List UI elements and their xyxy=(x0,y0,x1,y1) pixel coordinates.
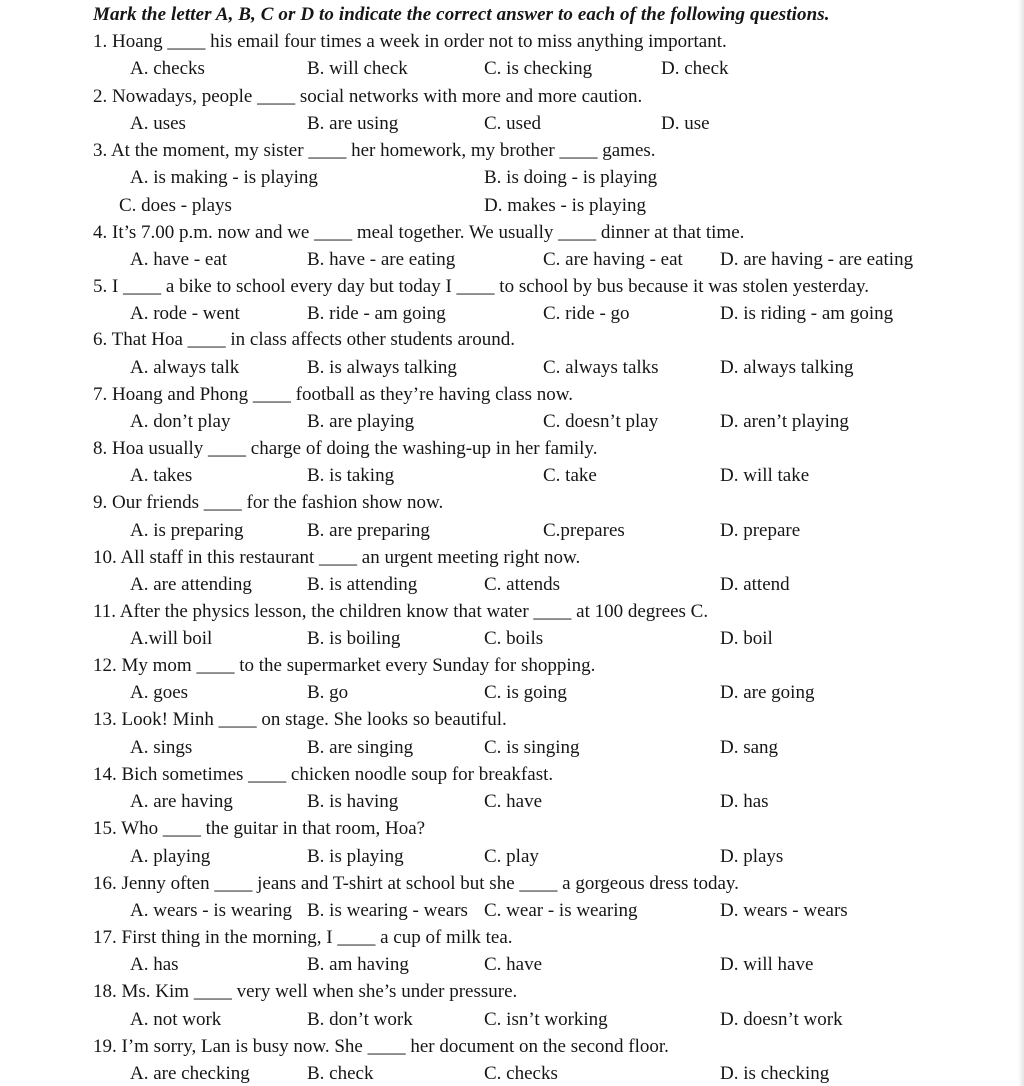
q16-option-d[interactable]: D. wears - wears xyxy=(720,900,848,921)
question-2: 2. Nowadays, people ____ social networks with more and more caution. xyxy=(93,86,643,107)
q18-option-b[interactable]: B. don’t work xyxy=(307,1009,413,1030)
question-12: 12. My mom ____ to the supermarket every Sunday for shopping. xyxy=(93,655,596,676)
q10-option-d[interactable]: D. attend xyxy=(720,574,790,595)
question-15: 15. Who ____ the guitar in that room, Hoa? xyxy=(93,818,426,839)
question-19: 19. I’m sorry, Lan is busy now. She ____ her document on the second floor. xyxy=(93,1036,669,1057)
q6-option-a[interactable]: A. always talk xyxy=(130,357,240,378)
q2-option-d[interactable]: D. use xyxy=(661,113,710,134)
q1-option-a[interactable]: A. checks xyxy=(130,58,205,79)
q13-option-a[interactable]: A. sings xyxy=(130,737,193,758)
q15-option-b[interactable]: B. is playing xyxy=(307,846,404,867)
q9-option-d[interactable]: D. prepare xyxy=(720,520,801,541)
q4-option-a[interactable]: A. have - eat xyxy=(130,249,228,270)
q3-option-d[interactable]: D. makes - is playing xyxy=(484,195,647,216)
q9-option-b[interactable]: B. are preparing xyxy=(307,520,430,541)
q18-option-c[interactable]: C. isn’t working xyxy=(484,1009,608,1030)
instructions-heading: Mark the letter A, B, C or D to indicate the correct answer to each of the following questions. xyxy=(93,4,830,25)
q1-option-b[interactable]: B. will check xyxy=(307,58,408,79)
q14-option-d[interactable]: D. has xyxy=(720,791,769,812)
q3-option-a[interactable]: A. is making - is playing xyxy=(130,167,318,188)
q13-option-c[interactable]: C. is singing xyxy=(484,737,580,758)
q9-option-c[interactable]: C.prepares xyxy=(543,520,625,541)
q14-option-c[interactable]: C. have xyxy=(484,791,543,812)
q16-option-c[interactable]: C. wear - is wearing xyxy=(484,900,638,921)
question-5: 5. I ____ a bike to school every day but today I ____ to school by bus because it was stolen yesterday. xyxy=(93,276,870,297)
q8-option-d[interactable]: D. will take xyxy=(720,465,810,486)
q5-option-d[interactable]: D. is riding - am going xyxy=(720,303,894,324)
q19-option-d[interactable]: D. is checking xyxy=(720,1063,830,1084)
q18-option-a[interactable]: A. not work xyxy=(130,1009,222,1030)
q17-option-c[interactable]: C. have xyxy=(484,954,543,975)
question-10: 10. All staff in this restaurant ____ an urgent meeting right now. xyxy=(93,547,581,568)
q1-option-c[interactable]: C. is checking xyxy=(484,58,593,79)
q8-option-b[interactable]: B. is taking xyxy=(307,465,395,486)
question-14: 14. Bich sometimes ____ chicken noodle soup for breakfast. xyxy=(93,764,554,785)
question-3: 3. At the moment, my sister ____ her homework, my brother ____ games. xyxy=(93,140,656,161)
q10-option-c[interactable]: C. attends xyxy=(484,574,560,595)
q11-option-b[interactable]: B. is boiling xyxy=(307,628,401,649)
q7-option-b[interactable]: B. are playing xyxy=(307,411,415,432)
q11-option-c[interactable]: C. boils xyxy=(484,628,544,649)
q4-option-b[interactable]: B. have - are eating xyxy=(307,249,456,270)
q13-option-b[interactable]: B. are singing xyxy=(307,737,414,758)
q15-option-a[interactable]: A. playing xyxy=(130,846,211,867)
q11-option-d[interactable]: D. boil xyxy=(720,628,773,649)
q13-option-d[interactable]: D. sang xyxy=(720,737,779,758)
q1-option-d[interactable]: D. check xyxy=(661,58,729,79)
q17-option-a[interactable]: A. has xyxy=(130,954,179,975)
q5-option-a[interactable]: A. rode - went xyxy=(130,303,240,324)
q10-option-a[interactable]: A. are attending xyxy=(130,574,252,595)
q12-option-b[interactable]: B. go xyxy=(307,682,349,703)
q10-option-b[interactable]: B. is attending xyxy=(307,574,418,595)
q11-option-a[interactable]: A.will boil xyxy=(130,628,213,649)
q2-option-c[interactable]: C. used xyxy=(484,113,541,134)
q7-option-a[interactable]: A. don’t play xyxy=(130,411,231,432)
q12-option-d[interactable]: D. are going xyxy=(720,682,815,703)
q18-option-d[interactable]: D. doesn’t work xyxy=(720,1009,843,1030)
question-9: 9. Our friends ____ for the fashion show now. xyxy=(93,492,444,513)
q14-option-b[interactable]: B. is having xyxy=(307,791,399,812)
q12-option-c[interactable]: C. is going xyxy=(484,682,567,703)
q7-option-c[interactable]: C. doesn’t play xyxy=(543,411,659,432)
q3-option-b[interactable]: B. is doing - is playing xyxy=(484,167,658,188)
q8-option-c[interactable]: C. take xyxy=(543,465,597,486)
q9-option-a[interactable]: A. is preparing xyxy=(130,520,244,541)
question-8: 8. Hoa usually ____ charge of doing the washing-up in her family. xyxy=(93,438,598,459)
q19-option-b[interactable]: B. check xyxy=(307,1063,374,1084)
question-6: 6. That Hoa ____ in class affects other students around. xyxy=(93,329,515,350)
q5-option-c[interactable]: C. ride - go xyxy=(543,303,630,324)
question-16: 16. Jenny often ____ jeans and T-shirt at school but she ____ a gorgeous dress today. xyxy=(93,873,739,894)
question-1: 1. Hoang ____ his email four times a week in order not to miss anything important. xyxy=(93,31,727,52)
q12-option-a[interactable]: A. goes xyxy=(130,682,189,703)
q16-option-b[interactable]: B. is wearing - wears xyxy=(307,900,468,921)
q6-option-c[interactable]: C. always talks xyxy=(543,357,659,378)
q19-option-a[interactable]: A. are checking xyxy=(130,1063,250,1084)
q3-option-c[interactable]: C. does - plays xyxy=(119,195,232,216)
question-11: 11. After the physics lesson, the children know that water ____ at 100 degrees C. xyxy=(93,601,709,622)
q2-option-a[interactable]: A. uses xyxy=(130,113,186,134)
q2-option-b[interactable]: B. are using xyxy=(307,113,399,134)
q8-option-a[interactable]: A. takes xyxy=(130,465,193,486)
question-17: 17. First thing in the morning, I ____ a cup of milk tea. xyxy=(93,927,513,948)
q6-option-b[interactable]: B. is always talking xyxy=(307,357,457,378)
q4-option-c[interactable]: C. are having - eat xyxy=(543,249,683,270)
q16-option-a[interactable]: A. wears - is wearing xyxy=(130,900,292,921)
q4-option-d[interactable]: D. are having - are eating xyxy=(720,249,914,270)
question-18: 18. Ms. Kim ____ very well when she’s under pressure. xyxy=(93,981,518,1002)
q6-option-d[interactable]: D. always talking xyxy=(720,357,854,378)
q17-option-b[interactable]: B. am having xyxy=(307,954,409,975)
q15-option-d[interactable]: D. plays xyxy=(720,846,784,867)
q15-option-c[interactable]: C. play xyxy=(484,846,539,867)
question-4: 4. It’s 7.00 p.m. now and we ____ meal together. We usually ____ dinner at that time. xyxy=(93,222,745,243)
q7-option-d[interactable]: D. aren’t playing xyxy=(720,411,849,432)
question-13: 13. Look! Minh ____ on stage. She looks so beautiful. xyxy=(93,709,507,730)
q17-option-d[interactable]: D. will have xyxy=(720,954,814,975)
q14-option-a[interactable]: A. are having xyxy=(130,791,233,812)
question-7: 7. Hoang and Phong ____ football as they’re having class now. xyxy=(93,384,574,405)
q5-option-b[interactable]: B. ride - am going xyxy=(307,303,446,324)
q19-option-c[interactable]: C. checks xyxy=(484,1063,558,1084)
